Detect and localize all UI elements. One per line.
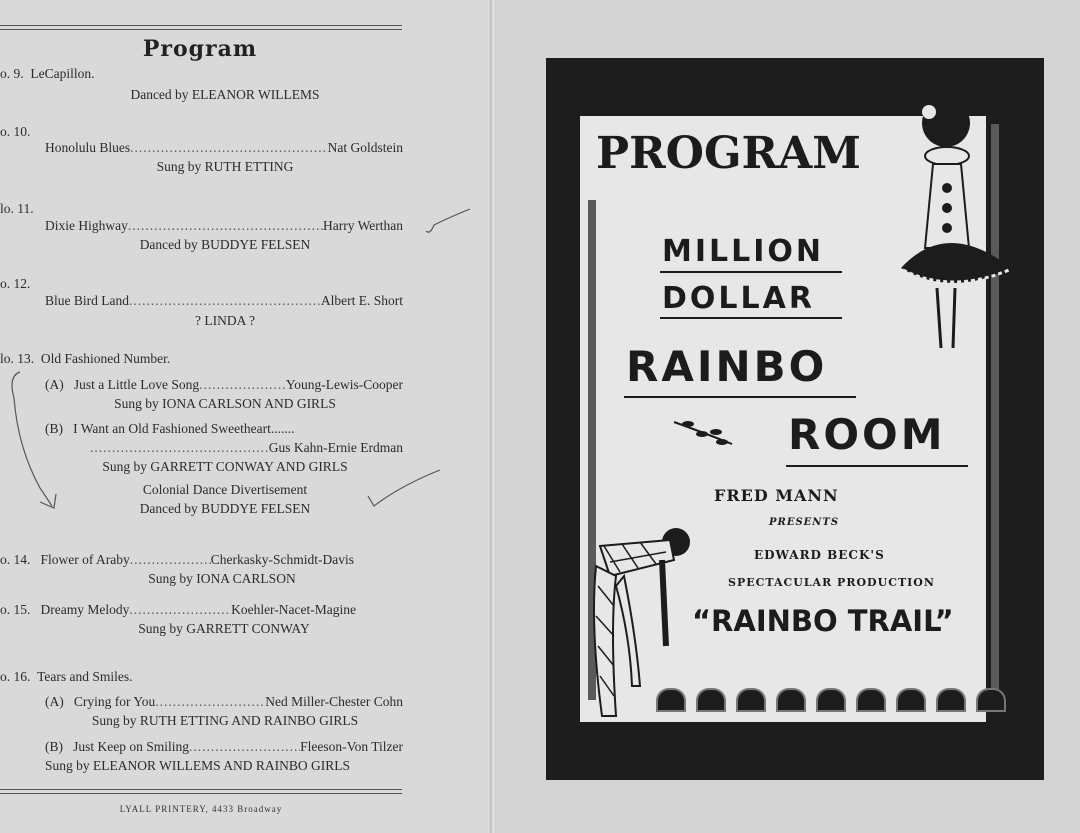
footlight-arch	[696, 688, 726, 712]
item-13b-by: Sung by GARRETT CONWAY AND GIRLS	[102, 459, 348, 474]
item-16a-row: (A) Crying for You ..... Ned Miller-Chester Cohn	[45, 694, 403, 710]
item-9-by: Danced by ELEANOR WILLEMS	[130, 87, 320, 102]
program-cover	[496, 0, 1080, 833]
item-12-by: ? LINDA ?	[195, 313, 255, 328]
footlight-arch	[736, 688, 766, 712]
footlight-arch	[656, 688, 686, 712]
item-16b-row: (B) Just Keep on Smiling ..... Fleeson-Von Tilzer	[45, 739, 403, 755]
item-15-title-row: o. 15. Dreamy Melody ..... Koehler-Nacet-Magine	[0, 602, 356, 618]
item-13b-author-row: ..... Gus Kahn-Ernie Erdman	[90, 440, 403, 456]
item-13a-by: Sung by IONA CARLSON AND GIRLS	[114, 396, 336, 411]
item-13a-row: (A) Just a Little Love Song ..... Young-Lewis-Cooper	[45, 377, 403, 393]
item-11-title-row: Dixie Highway ..... Harry Werthan	[45, 218, 403, 234]
program-title: Program	[142, 36, 258, 62]
footlights-row	[656, 688, 1006, 712]
underline	[660, 271, 842, 273]
item-10-by: Sung by RUTH ETTING	[156, 159, 294, 174]
item-11-by: Danced by BUDDYE FELSEN	[139, 237, 311, 252]
item-16a-by: Sung by RUTH ETTING AND RAINBO GIRLS	[91, 713, 359, 728]
pencil-arrow-icon	[4, 368, 64, 513]
item-16-title: o. 16. Tears and Smiles.	[0, 669, 133, 684]
item-12-number: o. 12.	[0, 276, 31, 291]
item-14-by: Sung by IONA CARLSON	[148, 571, 296, 586]
pencil-checkmark-icon	[420, 205, 480, 239]
item-15-by: Sung by GARRETT CONWAY	[138, 621, 310, 636]
item-9-title: o. 9. LeCapillon.	[0, 66, 95, 81]
underline	[624, 396, 856, 398]
item-11-number: lo. 11.	[0, 201, 34, 216]
program-inner-page	[0, 0, 490, 833]
top-rule	[0, 25, 402, 30]
cover-headline: PROGRAM	[596, 128, 861, 179]
clown-girl-illustration-icon	[891, 98, 1021, 358]
footlight-arch	[976, 688, 1006, 712]
item-16b-by: Sung by ELEANOR WILLEMS AND RAINBO GIRLS	[45, 758, 351, 773]
presenter-name: FRED MANN	[714, 486, 839, 505]
bottom-rule	[0, 789, 402, 794]
cover-line-rainbo: RAINBO	[626, 342, 828, 391]
item-13b-title: (B) I Want an Old Fashioned Sweetheart.......	[45, 421, 295, 436]
footlight-arch	[896, 688, 926, 712]
pencil-checkmark-icon	[360, 466, 450, 512]
item-12-title-row: Blue Bird Land ..... Albert E. Short	[45, 293, 403, 309]
footlight-arch	[816, 688, 846, 712]
item-14-title-row: o. 14. Flower of Araby ..... Cherkasky-Schmidt-Davis	[0, 552, 354, 568]
underline	[660, 317, 842, 319]
leaf-sprig-icon	[672, 414, 738, 448]
footlight-arch	[936, 688, 966, 712]
item-10-number: o. 10.	[0, 124, 31, 139]
item-13-extra-by: Danced by BUDDYE FELSEN	[139, 501, 311, 516]
item-13-extra: Colonial Dance Divertisement	[142, 482, 308, 497]
item-13-title: lo. 13. Old Fashioned Number.	[0, 351, 171, 366]
producer-name: EDWARD BECK'S	[754, 548, 885, 562]
cover-line-million: MILLION	[662, 234, 825, 269]
cover-line-dollar: DOLLAR	[662, 281, 815, 316]
printer-credit: LYALL PRINTERY, 4433 Broadway	[119, 804, 283, 814]
footlight-arch	[776, 688, 806, 712]
production-label: SPECTACULAR PRODUCTION	[728, 576, 935, 589]
presents-label: PRESENTS	[769, 517, 840, 528]
cover-line-room: ROOM	[788, 410, 946, 459]
show-title: “RAINBO TRAIL”	[692, 604, 954, 638]
underline	[786, 465, 968, 467]
item-10-title-row: Honolulu Blues ..... Nat Goldstein	[45, 140, 403, 156]
footlight-arch	[856, 688, 886, 712]
